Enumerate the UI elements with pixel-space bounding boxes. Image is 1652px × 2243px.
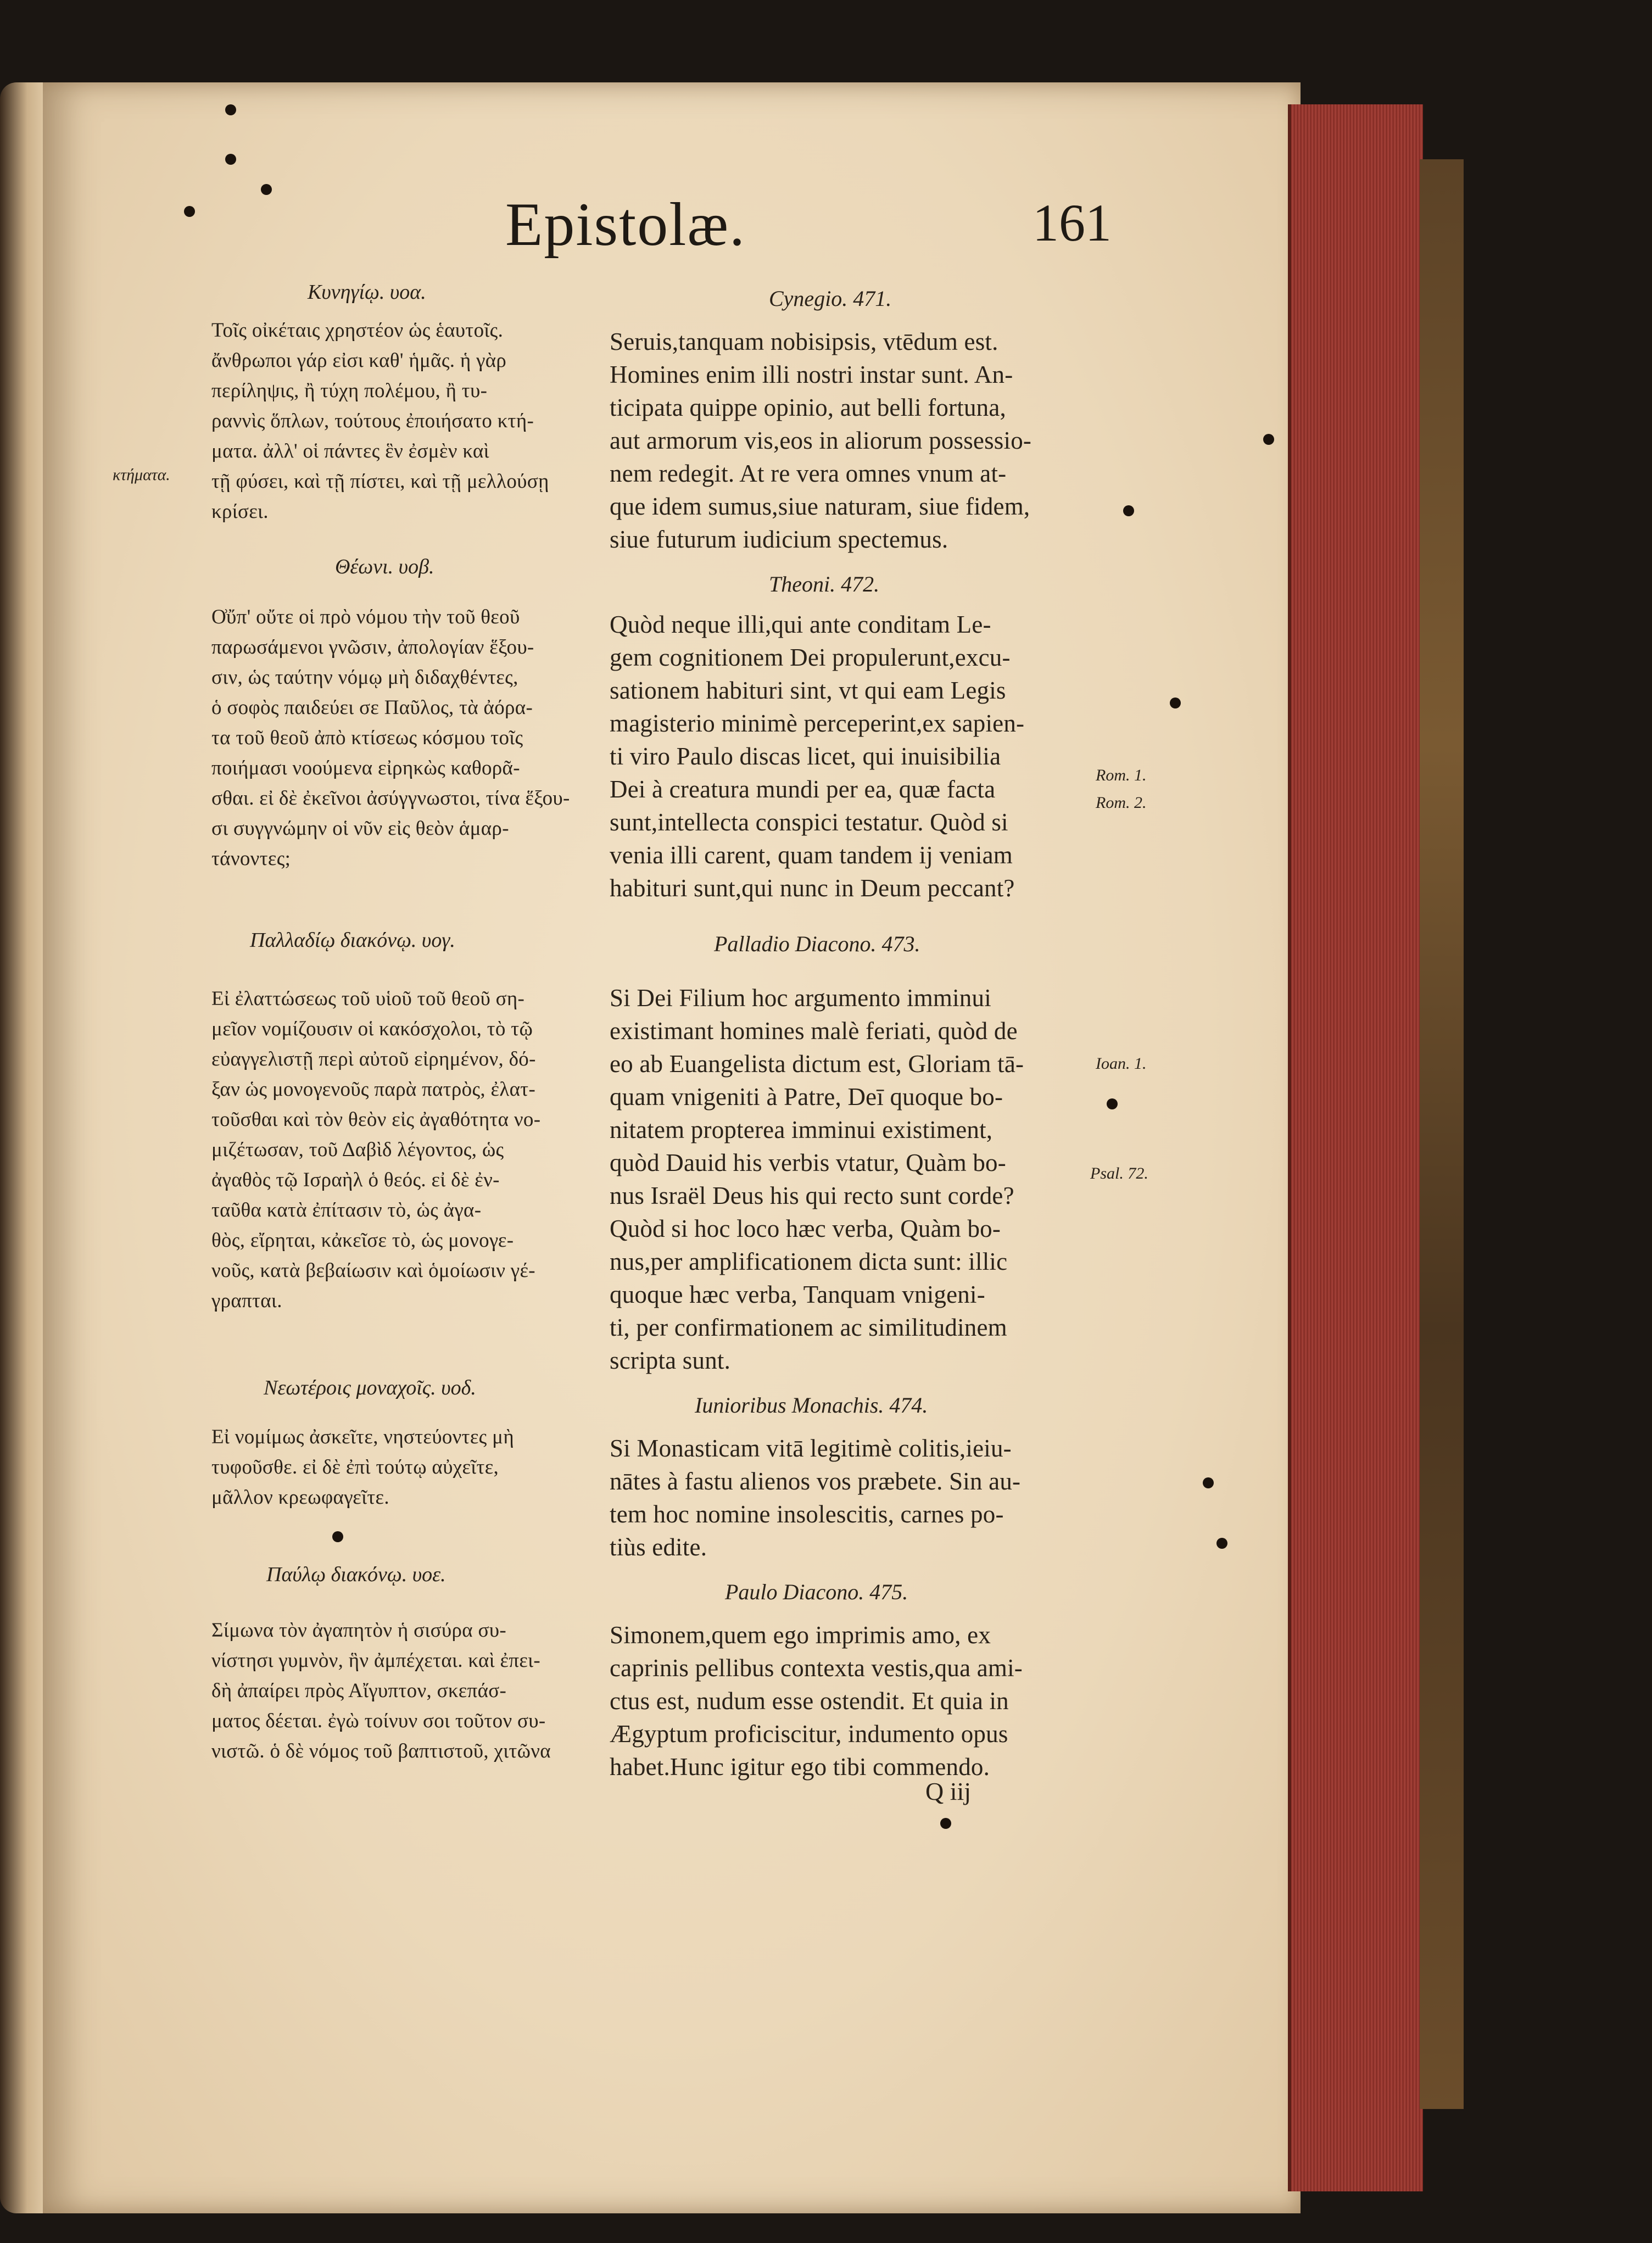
latin-line: venia illi carent, quam tandem ij veniam (610, 841, 1013, 869)
greek-line: Εἰ νομίμως ἀσκεῖτε, νηστεύοντες μὴ (211, 1426, 514, 1448)
latin-line: gem cognitionem Dei propulerunt,excu- (610, 644, 1011, 671)
latin-line: que idem sumus,siue naturam, siue fidem, (610, 493, 1030, 520)
latin-line: ti viro Paulo discas licet, qui inuisibilia (610, 743, 1001, 770)
greek-line: ματος δέεται. ἐγὼ τοίνυν σοι τοῦτον συ- (211, 1710, 546, 1732)
wormhole (1263, 434, 1274, 445)
latin-line: Simonem,quem ego imprimis amo, ex (610, 1621, 991, 1649)
book-cover (1420, 159, 1464, 2109)
page-number: 161 (1032, 193, 1112, 252)
latin-line: aut armorum vis,eos in aliorum possessio- (610, 427, 1032, 454)
greek-section-heading: Παλλαδίῳ διακόνῳ. υογ. (250, 929, 455, 952)
greek-line: σιν, ὡς ταύτην νόμῳ μὴ διδαχθέντες, (211, 666, 518, 689)
latin-line: nem redegit. At re vera omnes vnum at- (610, 460, 1007, 487)
latin-line: quoque hæc verba, Tanquam vnigeni- (610, 1281, 985, 1308)
greek-line: ραννὶς ὅπλων, τούτους ἐποιήσατο κτή- (211, 410, 534, 432)
greek-line: Τοῖς οἰκέταις χρηστέον ὡς ἑαυτοῖς. (211, 319, 504, 342)
latin-line: quòd Dauid his verbis vtatur, Quàm bo- (610, 1149, 1006, 1176)
greek-line: νίστησι γυμνὸν, ἣν ἀμπέχεται. καὶ ἐπει- (211, 1649, 541, 1672)
latin-section-heading: Cynegio. 471. (769, 286, 892, 311)
greek-line: ξαν ὡς μονογενοῦς παρὰ πατρὸς, ἐλατ- (211, 1078, 536, 1101)
greek-line: τάνοντες; (211, 847, 291, 870)
greek-line: περίληψις, ἢ τύχη πολέμου, ἢ τυ- (211, 380, 488, 402)
latin-line: existimant homines malè feriati, quòd de (610, 1017, 1018, 1045)
greek-line: τοῦσθαι καὶ τὸν θεὸν εἰς ἀγαθότητα νο- (211, 1108, 541, 1131)
margin-note-ioan-1: Ioan. 1. (1096, 1054, 1147, 1073)
latin-line: Homines enim illi nostri instar sunt. An- (610, 361, 1013, 388)
wormhole (1216, 1538, 1227, 1549)
latin-line: Si Dei Filium hoc argumento imminui (610, 984, 991, 1012)
latin-line: Ægyptum proficiscitur, indumento opus (610, 1720, 1008, 1748)
latin-line: Si Monasticam vitā legitimè colitis,ieiu- (610, 1435, 1012, 1462)
greek-line: τα τοῦ θεοῦ ἀπὸ κτίσεως κόσμου τοῖς (211, 727, 523, 749)
greek-line: γραπται. (211, 1290, 282, 1312)
greek-line: ἀγαθὸς τῷ Ισραὴλ ὁ θεός. εἰ δὲ ἐν- (211, 1169, 500, 1191)
latin-line: eo ab Euangelista dictum est, Gloriam tā- (610, 1050, 1024, 1078)
signature-mark: Q iij (925, 1777, 972, 1805)
page-fore-edge (1288, 104, 1423, 2191)
margin-note-psal-72: Psal. 72. (1090, 1164, 1148, 1182)
wormhole (184, 206, 195, 217)
greek-line: τυφοῦσθε. εἰ δὲ ἐπὶ τούτῳ αὐχεῖτε, (211, 1456, 499, 1478)
facing-page-edge (0, 82, 49, 2213)
latin-line: caprinis pellibus contexta vestis,qua ami- (610, 1654, 1023, 1682)
latin-section-heading: Palladio Diacono. 473. (714, 931, 920, 956)
greek-section-heading: Κυνηγίῳ. υοα. (308, 281, 426, 304)
wormhole (1123, 505, 1134, 516)
latin-line: nātes à fastu alienos vos præbete. Sin au- (610, 1468, 1021, 1495)
latin-line: nus,per amplificationem dicta sunt: illic (610, 1248, 1008, 1275)
greek-line: δὴ ἀπαίρει πρὸς Αἴγυπτον, σκεπάσ- (211, 1680, 507, 1702)
latin-line: sunt,intellecta conspici testatur. Quòd si (610, 808, 1008, 836)
latin-line: sationem habituri sint, vt qui eam Legis (610, 677, 1006, 704)
greek-line: νιστῶ. ὁ δὲ νόμος τοῦ βαπτιστοῦ, χιτῶνα (211, 1740, 551, 1762)
wormhole (1203, 1477, 1214, 1488)
greek-line: θὸς, εἴρηται, κἀκεῖσε τὸ, ὡς μονογε- (211, 1229, 514, 1252)
greek-line: Σίμωνα τὸν ἀγαπητὸν ἡ σισύρα συ- (211, 1619, 506, 1642)
greek-line: εὐαγγελιστῇ περὶ αὐτοῦ εἰρημένον, δό- (211, 1048, 536, 1070)
latin-line: ti, per confirmationem ac similitudinem (610, 1314, 1007, 1341)
wormhole (1107, 1098, 1118, 1109)
latin-line: habituri sunt,qui nunc in Deum peccant? (610, 874, 1015, 902)
greek-line: ἄνθρωποι γάρ εἰσι καθ' ἡμᾶς. ἡ γὰρ (211, 349, 507, 372)
latin-line: magisterio minimè perceperint,ex sapien- (610, 710, 1025, 737)
latin-line: siue futurum iudicium spectemus. (610, 526, 948, 553)
latin-line: nitatem propterea imminui existiment, (610, 1116, 993, 1143)
greek-line: ὁ σοφὸς παιδεύει σε Παῦλος, τὰ ἀόρα- (211, 696, 533, 719)
greek-line: τῇ φύσει, καὶ τῇ πίστει, καὶ τῇ μελλούσῃ (211, 470, 549, 493)
margin-note-left: κτήματα. (113, 466, 170, 484)
latin-section-heading: Theoni. 472. (769, 572, 880, 596)
greek-line: μᾶλλον κρεωφαγεῖτε. (211, 1486, 389, 1509)
latin-line: tem hoc nomine insolescitis, carnes po- (610, 1500, 1004, 1528)
latin-line: Quòd neque illi,qui ante conditam Le- (610, 611, 991, 638)
greek-line: ταῦθα κατὰ ἐπίτασιν τὸ, ὡς ἀγα- (211, 1199, 482, 1221)
wormhole (332, 1531, 343, 1542)
greek-line: Ο͗ὔπ' οὔτε οἱ πρὸ νόμου τὴν τοῦ θεοῦ (211, 606, 520, 628)
greek-line: ποιήμασι νοούμενα εἰρηκὼς καθορᾶ- (211, 757, 520, 779)
latin-line: ctus est, nudum esse ostendit. Et quia in (610, 1687, 1009, 1715)
greek-line: σθαι. εἰ δὲ ἐκεῖνοι ἀσύγγνωστοι, τίνα ἕξου- (211, 787, 570, 810)
greek-line: νοῦς, κατὰ βεβαίωσιν καὶ ὁμοίωσιν γέ- (211, 1259, 535, 1282)
greek-line: κρίσει. (211, 500, 269, 523)
greek-line: παρωσάμενοι γνῶσιν, ἀπολογίαν ἕξου- (211, 636, 534, 659)
wormhole (1170, 698, 1181, 708)
latin-section-heading: Paulo Diacono. 475. (725, 1580, 908, 1604)
margin-note-rom-1: Rom. 1. (1096, 766, 1147, 784)
latin-line: nus Israël Deus his qui recto sunt corde? (610, 1182, 1014, 1209)
latin-line: ticipata quippe opinio, aut belli fortuna, (610, 394, 1006, 421)
greek-line: Εἰ ἐλαττώσεως τοῦ υἱοῦ τοῦ θεοῦ ση- (211, 987, 525, 1010)
latin-line: Seruis,tanquam nobisipsis, vtēdum est. (610, 328, 998, 355)
greek-section-heading: Παύλῳ διακόνῳ. υοε. (266, 1563, 446, 1586)
latin-line: habet.Hunc igitur ego tibi commendo. (610, 1753, 990, 1781)
latin-line: tiùs edite. (610, 1533, 707, 1561)
latin-line: quam vnigeniti à Patre, Deī quoque bo- (610, 1083, 1003, 1111)
latin-section-heading: Iunioribus Monachis. 474. (695, 1393, 928, 1418)
running-head: Epistolæ. (505, 191, 746, 259)
greek-line: σι συγγνώμην οἱ νῦν εἰς θεὸν ἁμαρ- (211, 817, 509, 840)
greek-line: ματα. ἀλλ' οἱ πάντες ἓν ἐσμὲν καὶ (211, 440, 489, 462)
margin-note-rom-2: Rom. 2. (1096, 794, 1147, 812)
wormhole (261, 184, 272, 195)
latin-line: scripta sunt. (610, 1347, 731, 1374)
latin-line: Dei à creatura mundi per ea, quæ facta (610, 775, 996, 803)
wormhole (940, 1818, 951, 1829)
wormhole (225, 104, 236, 115)
greek-line: μεῖον νομίζουσιν οἱ κακόσχολοι, τὸ τῷ (211, 1018, 533, 1040)
greek-line: μιζέτωσαν, τοῦ Δαβὶδ λέγοντος, ὡς (211, 1139, 504, 1161)
latin-line: Quòd si hoc loco hæc verba, Quàm bo- (610, 1215, 1001, 1242)
greek-section-heading: Νεωτέροις μοναχοῖς. υοδ. (264, 1376, 476, 1399)
greek-section-heading: Θέωνι. υοβ. (335, 555, 434, 578)
wormhole (225, 154, 236, 165)
